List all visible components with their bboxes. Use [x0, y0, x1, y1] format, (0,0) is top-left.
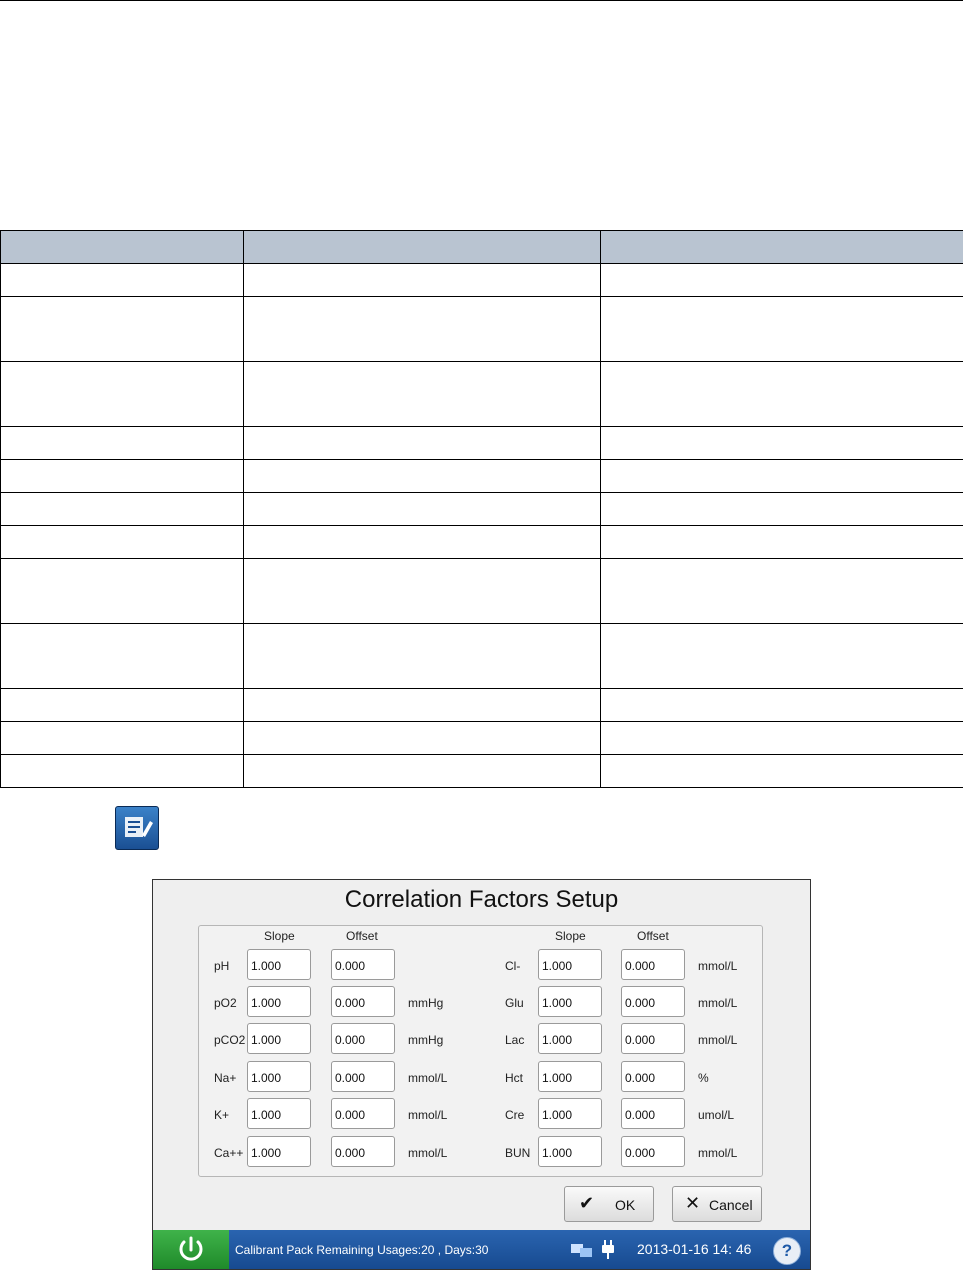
close-icon: ✕ [685, 1193, 700, 1214]
table-cell [601, 624, 963, 689]
table-cell [601, 689, 963, 722]
param-label: K+ [214, 1108, 229, 1122]
table-row [1, 460, 963, 493]
table-header-cell [1, 231, 244, 264]
slope-input[interactable]: 1.000 [538, 949, 602, 980]
offset-input[interactable]: 0.000 [331, 949, 395, 980]
offset-input[interactable]: 0.000 [621, 1098, 685, 1129]
unit-label: % [698, 1071, 709, 1085]
unit-label: mmol/L [408, 1146, 447, 1160]
table-cell [601, 264, 963, 297]
offset-input[interactable]: 0.000 [331, 1023, 395, 1054]
table-row [1, 297, 963, 362]
table-header-row [1, 231, 963, 264]
slope-input[interactable]: 1.000 [247, 1023, 311, 1054]
slope-header-left: Slope [264, 929, 295, 943]
param-label: Lac [505, 1033, 524, 1047]
table-row [1, 264, 963, 297]
table-row [1, 362, 963, 427]
power-button[interactable] [153, 1230, 229, 1269]
slope-input[interactable]: 1.000 [247, 1136, 311, 1167]
table-header-cell [244, 231, 601, 264]
param-label: Ca++ [214, 1146, 243, 1160]
unit-label: mmol/L [698, 1033, 737, 1047]
table-cell [244, 297, 601, 362]
offset-header-right: Offset [637, 929, 669, 943]
table-row [1, 427, 963, 460]
cancel-button[interactable]: ✕ Cancel [672, 1186, 762, 1222]
table-cell [244, 559, 601, 624]
table-row [1, 526, 963, 559]
table-cell [601, 559, 963, 624]
table-cell [1, 362, 244, 427]
param-label: Cl- [505, 959, 520, 973]
param-label: pO2 [214, 996, 237, 1010]
table-cell [601, 526, 963, 559]
table-cell [1, 526, 244, 559]
table-cell [601, 755, 963, 788]
param-label: Na+ [214, 1071, 236, 1085]
table-row [1, 624, 963, 689]
table-row [1, 755, 963, 788]
table-cell [1, 460, 244, 493]
offset-input[interactable]: 0.000 [331, 1136, 395, 1167]
table-cell [601, 722, 963, 755]
unit-label: mmHg [408, 996, 443, 1010]
help-icon[interactable]: ? [773, 1237, 801, 1265]
table-cell [601, 493, 963, 526]
table-cell [1, 427, 244, 460]
calibrant-status: Calibrant Pack Remaining Usages:20 , Days:30 [235, 1243, 488, 1257]
check-icon: ✔ [579, 1193, 594, 1214]
offset-input[interactable]: 0.000 [331, 1061, 395, 1092]
param-label: pCO2 [214, 1033, 245, 1047]
param-label: BUN [505, 1146, 530, 1160]
slope-input[interactable]: 1.000 [247, 949, 311, 980]
unit-label: umol/L [698, 1108, 734, 1122]
correlation-factors-dialog [152, 879, 811, 1270]
unit-label: mmHg [408, 1033, 443, 1047]
table-cell [244, 722, 601, 755]
table-cell [1, 559, 244, 624]
table-cell [244, 526, 601, 559]
network-icon [571, 1242, 595, 1258]
table-row [1, 722, 963, 755]
table-cell [244, 362, 601, 427]
table-cell [1, 493, 244, 526]
unit-label: mmol/L [408, 1071, 447, 1085]
slope-input[interactable]: 1.000 [538, 1023, 602, 1054]
offset-input[interactable]: 0.000 [621, 1061, 685, 1092]
dialog-title: Correlation Factors Setup [153, 886, 810, 914]
param-label: Cre [505, 1108, 524, 1122]
param-label: pH [214, 959, 229, 973]
unit-label: mmol/L [698, 1146, 737, 1160]
table-cell [244, 755, 601, 788]
offset-input[interactable]: 0.000 [621, 1023, 685, 1054]
unit-label: mmol/L [698, 996, 737, 1010]
slope-input[interactable]: 1.000 [538, 986, 602, 1017]
table-cell [244, 264, 601, 297]
table-cell [244, 493, 601, 526]
offset-input[interactable]: 0.000 [331, 1098, 395, 1129]
table-cell [1, 722, 244, 755]
table-cell [601, 297, 963, 362]
document-table [0, 230, 963, 788]
table-cell [1, 755, 244, 788]
unit-label: mmol/L [408, 1108, 447, 1122]
status-datetime: 2013-01-16 14: 46 [637, 1241, 751, 1257]
offset-input[interactable]: 0.000 [331, 986, 395, 1017]
table-row [1, 559, 963, 624]
unit-label: mmol/L [698, 959, 737, 973]
ok-button[interactable]: ✔ OK [564, 1186, 654, 1222]
top-rule [0, 0, 963, 1]
offset-header-left: Offset [346, 929, 378, 943]
offset-input[interactable]: 0.000 [621, 949, 685, 980]
table-cell [244, 427, 601, 460]
param-label: Glu [505, 996, 524, 1010]
table-cell [1, 297, 244, 362]
table-cell [1, 264, 244, 297]
power-icon [153, 1230, 229, 1269]
slope-input[interactable]: 1.000 [247, 1098, 311, 1129]
table-cell [601, 427, 963, 460]
offset-input[interactable]: 0.000 [621, 1136, 685, 1167]
slope-input[interactable]: 1.000 [538, 1061, 602, 1092]
table-row [1, 493, 963, 526]
param-label: Hct [505, 1071, 523, 1085]
table-cell [244, 460, 601, 493]
status-bar [153, 1230, 810, 1269]
table-cell [601, 362, 963, 427]
slope-input[interactable]: 1.000 [247, 1061, 311, 1092]
table-cell [1, 624, 244, 689]
table-row [1, 689, 963, 722]
slope-header-right: Slope [555, 929, 586, 943]
correlation-setup-icon [115, 806, 159, 850]
offset-input[interactable]: 0.000 [621, 986, 685, 1017]
table-cell [601, 460, 963, 493]
slope-input[interactable]: 1.000 [247, 986, 311, 1017]
slope-input[interactable]: 1.000 [538, 1098, 602, 1129]
table-cell [244, 689, 601, 722]
table-header-cell [601, 231, 963, 264]
plug-icon [601, 1240, 615, 1260]
table-cell [1, 689, 244, 722]
table-cell [244, 624, 601, 689]
slope-input[interactable]: 1.000 [538, 1136, 602, 1167]
